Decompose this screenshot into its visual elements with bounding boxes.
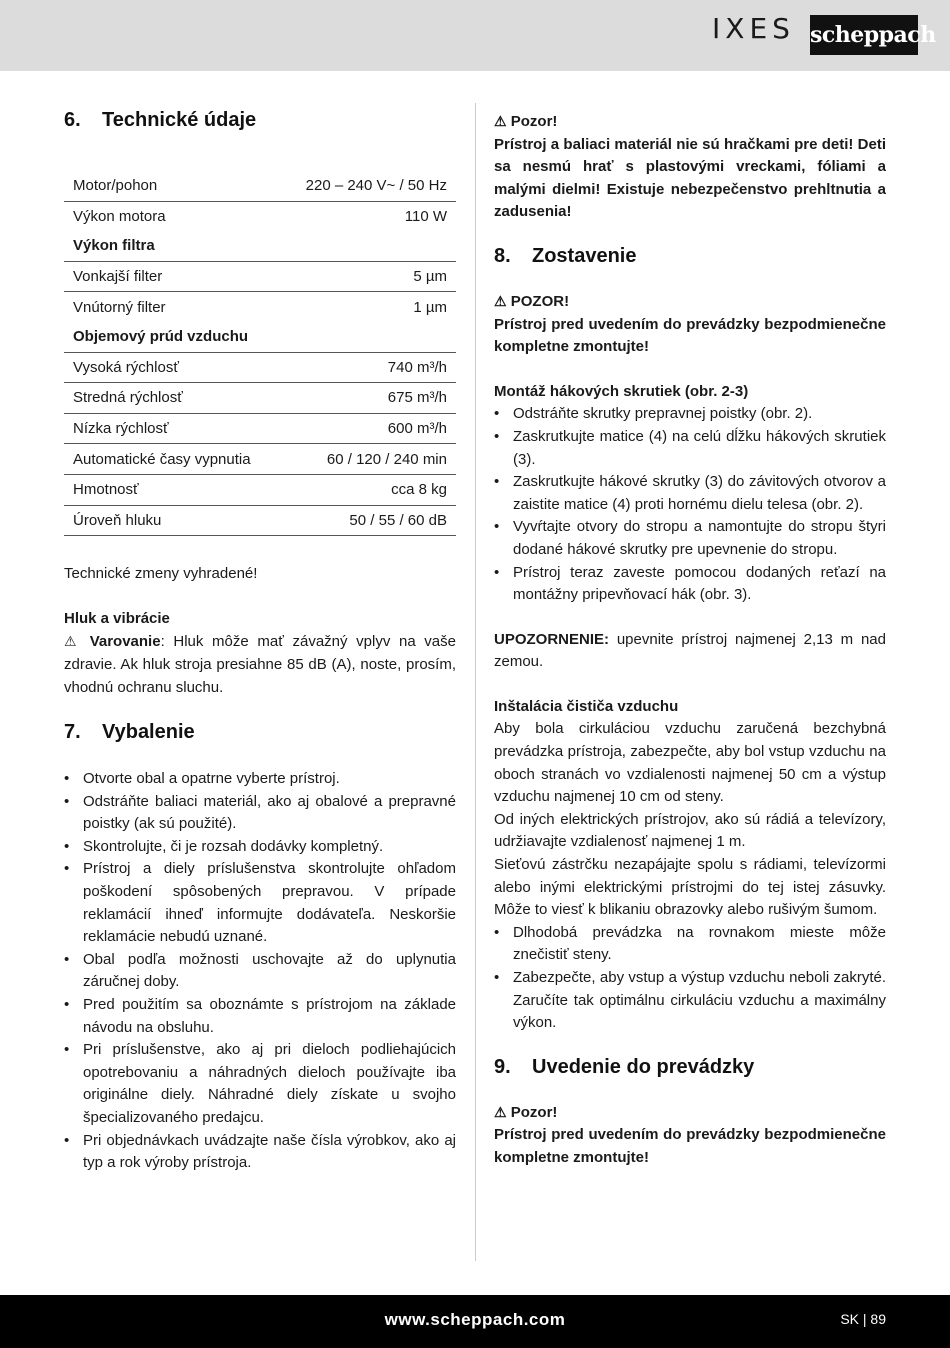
notice: UPOZORNENIE: upevnite prístroj najmenej 2,13 m nad zemou. xyxy=(494,630,886,671)
page-number: SK | 89 xyxy=(840,1311,886,1327)
spec-value: 740 m³/h xyxy=(280,352,456,383)
list-item: • Pri objednávkach uvádzajte naše čísla výrobkov, ako aj typ a rok výroby prístroja. xyxy=(64,1130,456,1175)
list-item: • Vyvŕtajte otvory do stropu a namontujte do stropu štyri dodané hákové skrutky pre upevnenie do stropu. xyxy=(494,516,886,561)
list-item: • Prístroj teraz zaveste pomocou dodaných reťazí na montážny pripevňovací hák (obr. 3). xyxy=(494,562,886,607)
spec-value xyxy=(280,231,456,261)
scheppach-logo: scheppach xyxy=(810,15,918,55)
list-item: • Skontrolujte, či je rozsah dodávky kompletný. xyxy=(64,836,456,859)
list-item: • Pri príslušenstve, ako aj pri dieloch podliehajúcich opotrebovaniu a náhradných dieloch používajte iba originálne diely. Náhradné diely získate u svojho špecializovaného predajcu. xyxy=(64,1039,456,1129)
list-item: • Dlhodobá prevádzka na rovnakom mieste môže znečistiť steny. xyxy=(494,922,886,967)
spec-value: 60 / 120 / 240 min xyxy=(280,444,456,475)
spec-label: Nízka rýchlosť xyxy=(64,413,280,444)
spec-value: 5 µm xyxy=(280,261,456,292)
list-item: • Otvorte obal a opatrne vyberte prístroj. xyxy=(64,768,456,791)
list-item: • Zabezpečte, aby vstup a výstup vzduchu neboli zakryté. Zaručíte tak optimálnu cirkuláciu vzduchu a maximálny výkon. xyxy=(494,967,886,1035)
list-item: • Odstráňte skrutky prepravnej poistky (obr. 2). xyxy=(494,403,886,426)
warning-3-text: Prístroj pred uvedením do prevádzky bezpodmienečne kompletne zmontujte! xyxy=(494,1126,886,1166)
list-item: • Prístroj a diely príslušenstva skontrolujte ohľadom poškodení spôsobených prepravou. V prípade reklamácií ihneď informujte dodávateľa. Neskoršie reklamácie nebudú uznané. xyxy=(64,858,456,948)
page-footer xyxy=(0,1295,950,1348)
spec-row xyxy=(64,261,456,292)
spec-label: Úroveň hluku xyxy=(64,505,280,536)
spec-label: Výkon filtra xyxy=(64,231,280,261)
spec-row xyxy=(64,383,456,414)
hooks-list xyxy=(494,403,886,606)
spec-value: 675 m³/h xyxy=(280,383,456,414)
section-7-heading: 7. Vybalenie xyxy=(64,721,195,744)
column-divider xyxy=(475,103,476,1261)
noise-warning: ⚠ Varovanie: Hluk môže mať závažný vplyv na vaše zdravie. Ak hluk stroja presiahne 85 dB (A), noste, prosím, vhodnú ochranu sluchu. xyxy=(64,633,456,696)
spec-label: Automatické časy vypnutia xyxy=(64,444,280,475)
warning-2-text: Prístroj pred uvedením do prevádzky bezpodmienečne kompletne zmontujte! xyxy=(494,315,886,356)
spec-row xyxy=(64,413,456,444)
spec-label: Výkon motora xyxy=(73,207,166,225)
spec-label: Hmotnosť xyxy=(64,474,280,505)
spec-value: 600 m³/h xyxy=(280,413,456,444)
warning-triangle-icon: ⚠ xyxy=(64,633,82,650)
spec-value: cca 8 kg xyxy=(280,474,456,505)
section-6-heading: 6. Technické údaje xyxy=(64,109,257,131)
spec-value: 1 µm xyxy=(413,298,447,316)
spec-table xyxy=(64,171,456,536)
spec-label: Vonkajší filter xyxy=(64,261,280,292)
unpack-list xyxy=(64,768,456,1175)
ixes-brand: IXES xyxy=(712,12,795,45)
spec-row xyxy=(64,201,456,231)
warning-1-text: Prístroj a baliaci materiál nie sú hračkami pre deti! Deti sa nesmú hrať s plastovými vreckami, fóliami a malými dielmi! Existuje nebezpečenstvo prehltnutia a zadusenia! xyxy=(494,135,886,221)
install-paragraph-1: Aby bola cirkuláciou vzduchu zaručená bezchybná prevádzka prístroja, zabezpečte, aby bol vstup vzduchu na oboch stranách vo vzdialenosti najmenej 50 cm a výstup vzduchu najmenej 10 cm od steny. xyxy=(494,720,886,806)
left-column xyxy=(64,100,456,1175)
warning-3-title: ⚠ Pozor! xyxy=(494,1103,558,1121)
spec-row xyxy=(64,474,456,505)
hooks-heading: Montáž hákových skrutiek (obr. 2-3) xyxy=(494,382,749,400)
spec-value xyxy=(280,322,456,352)
warning-triangle-icon: ⚠ xyxy=(494,113,507,129)
spec-row xyxy=(64,322,456,352)
list-item: • Zaskrutkujte hákové skrutky (3) do závitových otvorov a zaistite matice (4) proti hornému dielu telesa (obr. 2). xyxy=(494,471,886,516)
install-list xyxy=(494,922,886,1035)
warning-1-title: ⚠ Pozor! xyxy=(494,113,558,130)
spec-row xyxy=(64,444,456,475)
list-item: • Odstráňte baliaci materiál, ako aj obalové a prepravné poistky (ak sú použité). xyxy=(64,791,456,836)
spec-value: 50 / 55 / 60 dB xyxy=(280,505,456,536)
right-column xyxy=(494,110,886,1170)
spec-label: Stredná rýchlosť xyxy=(64,383,280,414)
spec-row xyxy=(64,352,456,383)
spec-label: Objemový prúd vzduchu xyxy=(64,322,280,352)
noise-heading: Hluk a vibrácie xyxy=(64,609,170,627)
list-item: • Zaskrutkujte matice (4) na celú dĺžku hákových skrutiek (3). xyxy=(494,426,886,471)
warning-triangle-icon: ⚠ xyxy=(494,292,507,309)
warning-triangle-icon: ⚠ xyxy=(494,1103,507,1120)
spec-row xyxy=(64,231,456,261)
spec-label: Vnútorný filter xyxy=(73,298,166,316)
footer-website-link[interactable]: www.scheppach.com xyxy=(384,1310,566,1329)
install-paragraph-3: Sieťovú zástrčku nezapájajte spolu s rádiami, televízormi alebo inými elektrickými prístrojmi do tej istej zásuvky. Môže to viesť k blikaniu obrazovky alebo rušivým šumom. xyxy=(494,856,886,919)
section-9-heading: 9. Uvedenie do prevádzky xyxy=(494,1055,755,1078)
list-item: • Pred použitím sa oboznámte s prístrojom na základe návodu na obsluhu. xyxy=(64,994,456,1039)
install-heading: Inštalácia čističa vzduchu xyxy=(494,697,679,715)
section-8-heading: 8. Zostavenie xyxy=(494,244,637,267)
page-header xyxy=(0,0,950,71)
spec-label: Motor/pohon xyxy=(64,171,280,201)
spec-value: 110 W xyxy=(404,207,447,225)
spec-value: 220 – 240 V~ / 50 Hz xyxy=(280,171,456,201)
spec-label: Vysoká rýchlosť xyxy=(64,352,280,383)
spec-row xyxy=(64,292,456,322)
tech-changes-note: Technické zmeny vyhradené! xyxy=(64,565,258,583)
spec-row xyxy=(64,505,456,536)
spec-row xyxy=(64,171,456,201)
list-item: • Obal podľa možnosti uschovajte až do uplynutia záručnej doby. xyxy=(64,949,456,994)
warning-2-title: ⚠ POZOR! xyxy=(494,292,570,310)
install-paragraph-2: Od iných elektrických prístrojov, ako sú rádiá a televízory, udržiavajte vzdialenosť najmenej 1 m. xyxy=(494,810,886,851)
